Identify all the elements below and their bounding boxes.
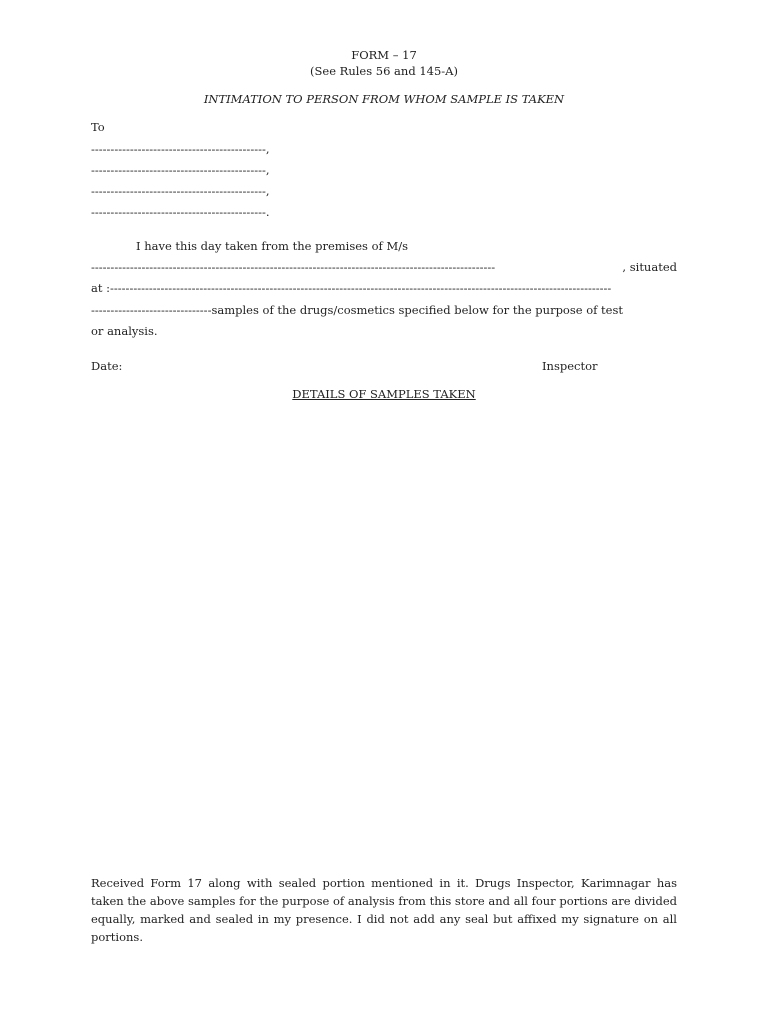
premises-line	[91, 260, 677, 274]
analysis-text: or analysis.	[91, 324, 158, 338]
to-label: To	[91, 120, 105, 134]
form-number: FORM – 17	[351, 48, 417, 62]
samples-line	[91, 303, 677, 317]
at-label: at :	[91, 281, 111, 295]
rules-reference: (See Rules 56 and 145-A)	[310, 64, 458, 78]
address-line-4: ---------------------------------------------.	[91, 205, 270, 219]
address-line-3: ---------------------------------------------,	[91, 184, 270, 198]
address-line-2: ---------------------------------------------,	[91, 163, 270, 177]
intro-text: I have this day taken from the premises of M/s	[136, 239, 408, 253]
details-heading: DETAILS OF SAMPLES TAKEN	[292, 387, 476, 401]
samples-text: samples of the drugs/cosmetics specified below for the purpose of test	[211, 303, 624, 317]
date-label: Date:	[91, 359, 123, 373]
form-title: INTIMATION TO PERSON FROM WHOM SAMPLE IS TAKEN	[203, 92, 565, 106]
situated-text: , situated	[622, 260, 677, 274]
address-line-1: ---------------------------------------------,	[91, 142, 270, 156]
receipt-paragraph: Received Form 17 along with sealed portion mentioned in it. Drugs Inspector, Karimnagar has taken the above samples for the purpose of analysis from this store and all four portions are divided equally, marked and sealed in my presence. I did not add any seal but affixed my signature on all portions.	[91, 876, 677, 944]
location-blank: ---------------------------------------------------------------------------------------------------------------------------------	[110, 281, 612, 295]
inspector-label: Inspector	[542, 359, 598, 373]
premises-blank: --------------------------------------------------------------------------------------------------------	[91, 260, 496, 274]
samples-blank: -------------------------------	[91, 303, 212, 317]
location-line	[91, 281, 677, 295]
